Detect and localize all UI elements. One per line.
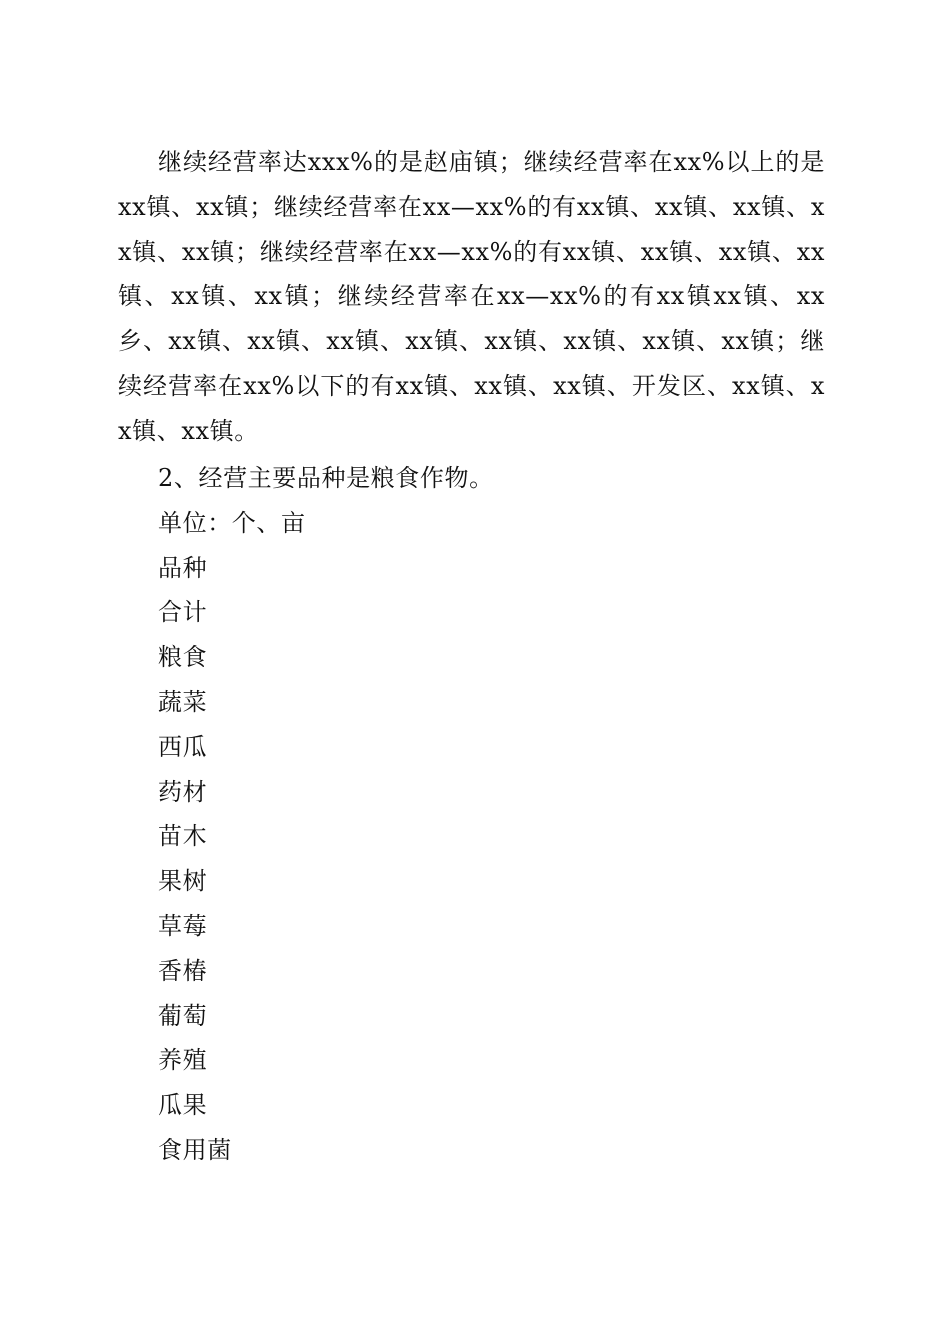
operation-rate-paragraph: 继续经营率达xxx%的是赵庙镇；继续经营率在xx%以上的是xx镇、xx镇；继续经营率在xx—xx%的有xx镇、xx镇、xx镇、xx镇、xx镇；继续经营率在xx—xx%的有xx镇、xx镇、xx镇、xx镇、xx镇、xx镇；继续经营率在xx—xx%的有xx镇xx镇、xx乡、xx镇、xx镇、xx镇、xx镇、xx镇、xx镇、xx镇、xx镇；继续经营率在xx%以下的有xx镇、xx镇、xx镇、开发区、xx镇、xx镇、xx镇。 (118, 148, 825, 445)
list-item: 苗木 (158, 822, 208, 851)
list-item: 草莓 (158, 911, 208, 940)
unit-label: 单位：个、亩 (158, 508, 306, 537)
list-item: 香椿 (158, 956, 208, 985)
list-item: 品种 (158, 553, 208, 582)
list-item: 果树 (158, 867, 208, 896)
list-item: 药材 (158, 777, 208, 806)
list-item: 合计 (158, 598, 208, 627)
variety-list (158, 456, 494, 1173)
list-item: 粮食 (158, 643, 208, 672)
list-item: 瓜果 (158, 1091, 208, 1120)
section-heading: 2、经营主要品种是粮食作物。 (158, 464, 494, 492)
list-item: 西瓜 (158, 732, 208, 761)
list-item: 食用菌 (158, 1135, 232, 1164)
list-item: 养殖 (158, 1046, 208, 1075)
list-item: 蔬菜 (158, 687, 208, 716)
list-item: 葡萄 (158, 1001, 208, 1030)
